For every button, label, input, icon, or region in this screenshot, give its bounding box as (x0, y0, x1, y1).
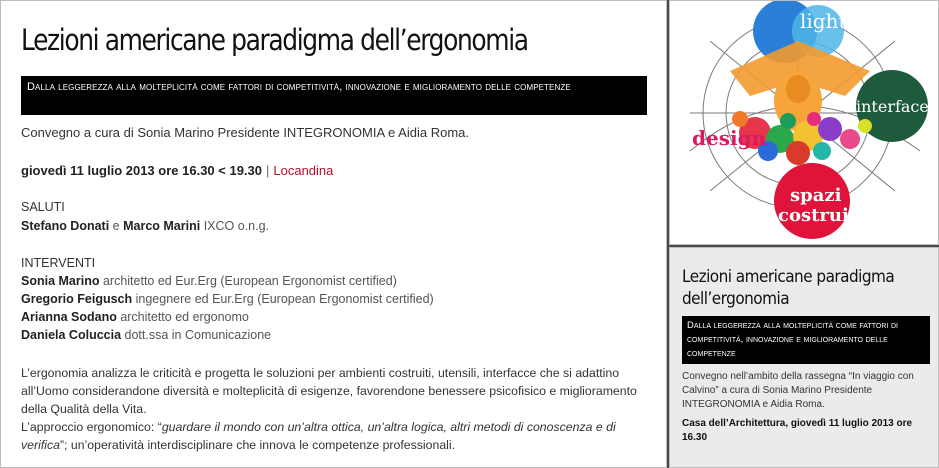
speaker-name: Sonia Marino (21, 274, 100, 288)
speaker-org: IXCO o.n.g. (200, 219, 269, 233)
speaker-name: Daniela Coluccia (21, 328, 122, 342)
sidebar-card[interactable] (669, 247, 939, 468)
speaker-row (21, 328, 271, 342)
body-paragraph: L’ergonomia analizza le criticità e progetta le soluzioni per ambienti costruiti, utensili, interfacce che si adattino all’Uomo considerandone diversità e molteplicità di esigenze, favorendone benessere psicofisico e miglioramento della Qualità della Vita. (21, 366, 637, 416)
interventi-label: INTERVENTI (21, 256, 96, 270)
approach-suffix: ”; un’operatività interdisciplinare che innova le competenze professionali. (59, 438, 456, 452)
word-costruiti: costruiti (778, 205, 864, 226)
speaker-name: Gregorio Feigusch (21, 292, 133, 306)
connector: e (109, 219, 124, 233)
locandina-link[interactable]: Locandina (273, 163, 334, 178)
approach-prefix: L’approccio ergonomico: “ (21, 420, 162, 434)
saluti-label: SALUTI (21, 200, 65, 214)
sidebar-date: Casa dell’Architettura, giovedì 11 luglio 2013 ore 16.30 (682, 418, 913, 443)
saluti-row (21, 219, 269, 233)
speaker-role: architetto ed Eur.Erg (European Ergonomist certified) (99, 274, 397, 288)
word-design: design (692, 126, 767, 150)
approach-quote: guardare il mondo con un’altra ottica, un’altra logica, altri metodi di conoscenza e di verifica (21, 420, 616, 452)
sidebar-title[interactable]: Lezioni americane paradigma dell’ergonomia (682, 267, 895, 309)
poster-illustration (670, 1, 939, 245)
separator: | (266, 163, 270, 178)
speaker-role: ingegnere ed Eur.Erg (European Ergonomist certified) (132, 292, 434, 306)
event-date-line (21, 163, 333, 178)
word-interface: interface (856, 97, 929, 116)
speaker-row (21, 292, 434, 306)
speaker-row (21, 274, 397, 288)
article-body (21, 364, 653, 454)
event-date: giovedì 11 luglio 2013 ore 16.30 < 19.30 (21, 163, 262, 178)
poster-image[interactable] (669, 0, 939, 245)
intro-text: Convegno a cura di Sonia Marino Presidente INTEGRONOMIA e Aidia Roma. (21, 125, 469, 140)
word-lighting: lighting (800, 9, 879, 33)
speaker-name: Marco Marini (123, 219, 201, 233)
page-title: Lezioni americane paradigma dell’ergonomia (21, 23, 528, 57)
word-spazi: spazi (790, 185, 842, 206)
sidebar-description: Convegno nell’ambito della rassegna “In viaggio con Calvino” a cura di Sonia Marino Presidente INTEGRONOMIA e Aidia Roma. (682, 371, 914, 410)
speaker-name: Arianna Sodano (21, 310, 117, 324)
speaker-row (21, 310, 249, 324)
speaker-name: Stefano Donati (21, 219, 110, 233)
subtitle-bar: Dalla leggerezza alla molteplicità come fattori di competitività, innovazione e miglioramento delle competenze (21, 76, 647, 115)
speaker-role: dott.ssa in Comunicazione (121, 328, 272, 342)
sidebar-subtitle-bar: Dalla leggerezza alla molteplicità come fattori di competitività, innovazione e miglioramento delle competenze (682, 316, 930, 364)
speaker-role: architetto ed ergonomo (116, 310, 249, 324)
